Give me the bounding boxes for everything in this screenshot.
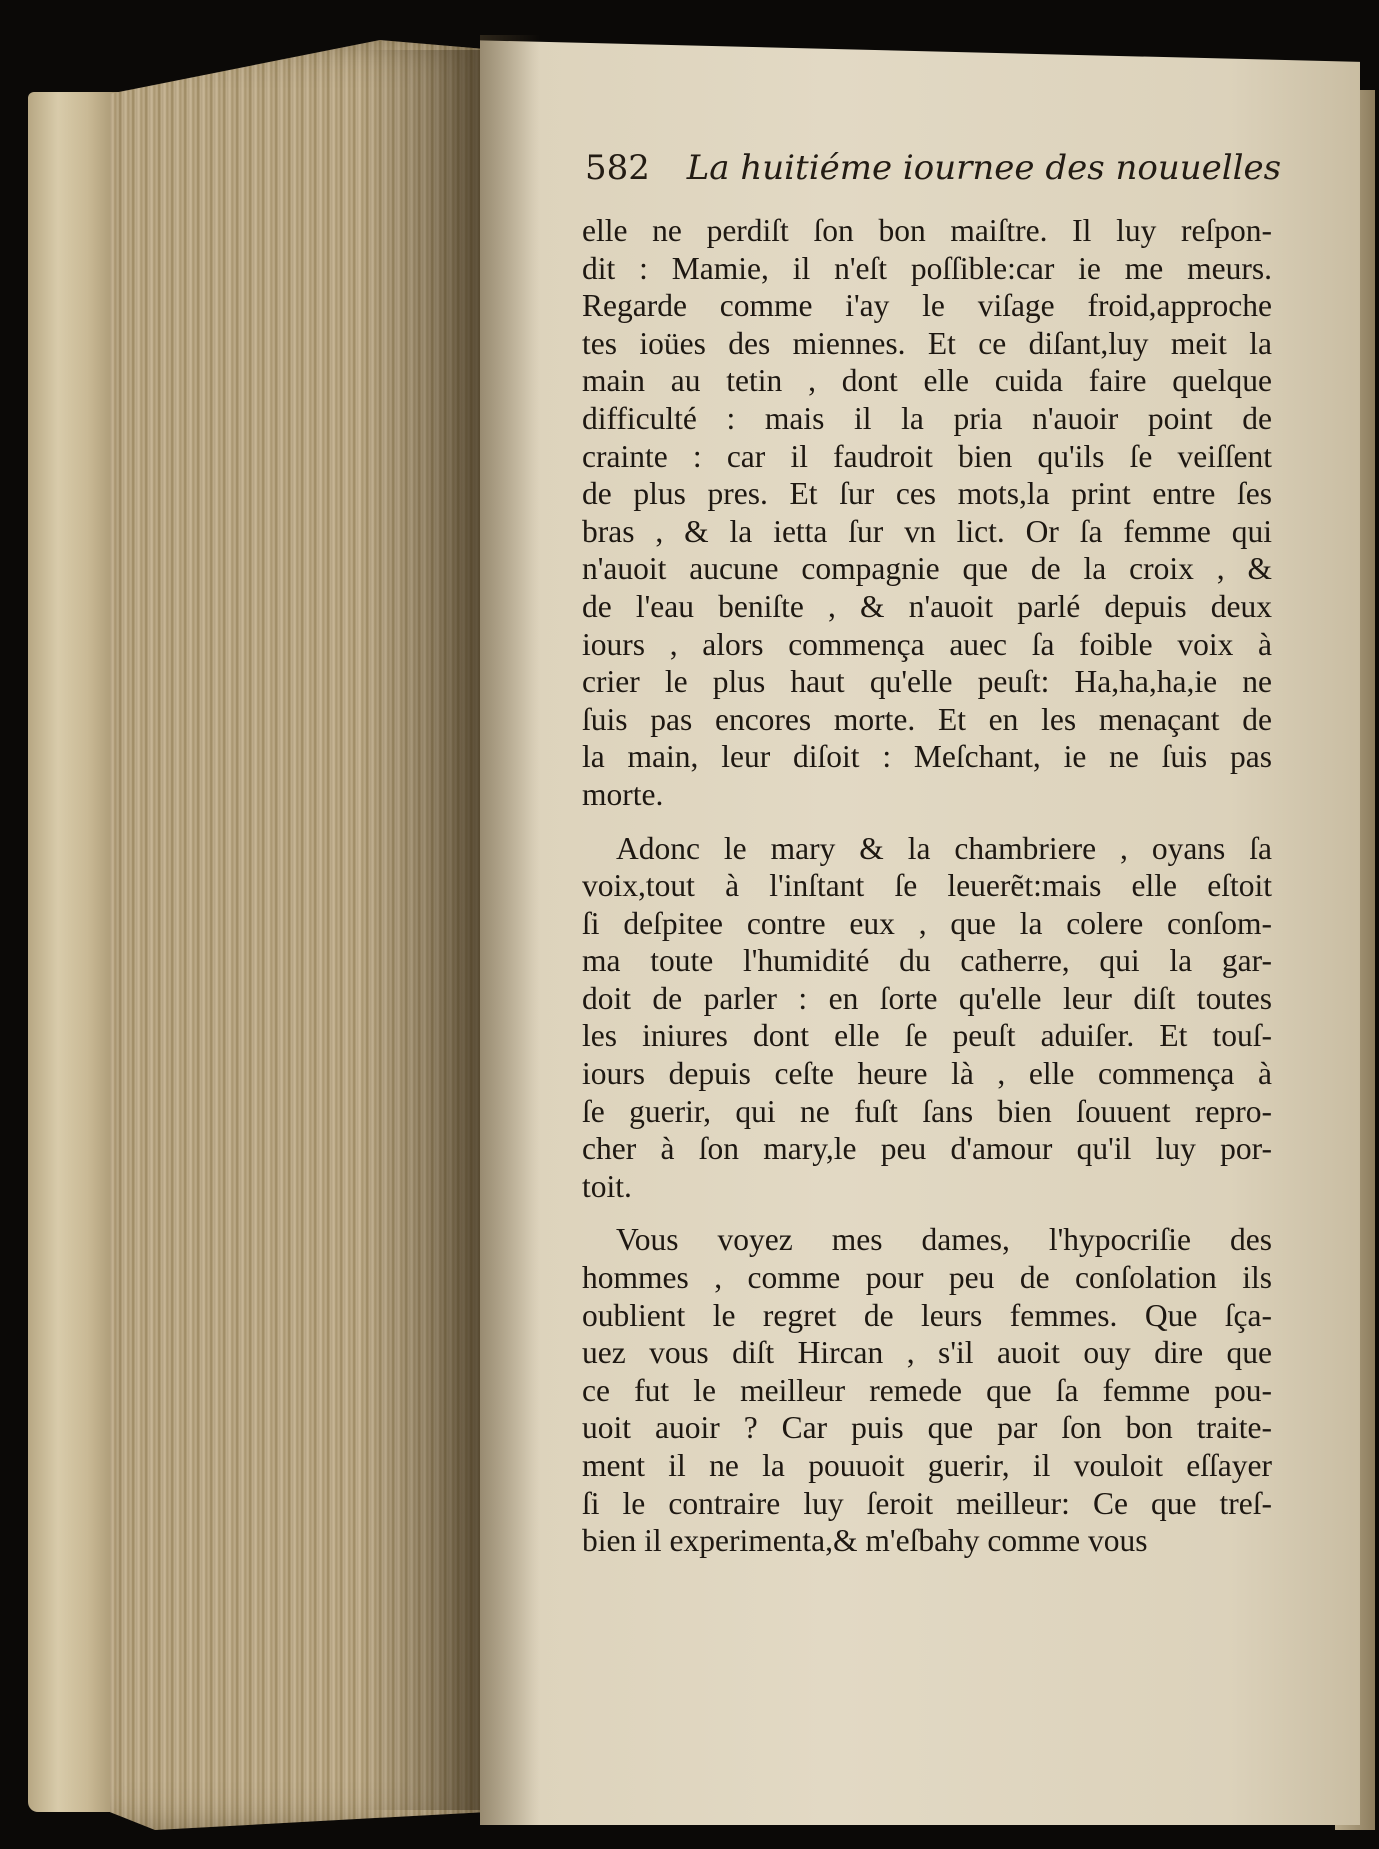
text-line: les iniures dont elle ſe peuſt aduiſer. Et touſ- [582, 1018, 1272, 1054]
text-line: elle ne perdiſt ſon bon maiſtre. Il luy reſpon- [582, 213, 1272, 248]
text-line: toit. [582, 1168, 632, 1204]
paragraph-gap [582, 1205, 1272, 1221]
text-line: de plus pres. Et ſur ces mots,la print entre ſes [582, 476, 1272, 512]
text-line: cher à ſon mary,le peu d'amour qu'il luy por- [582, 1131, 1272, 1167]
running-head [585, 148, 1282, 208]
text-line: difficulté : mais il la pria n'auoir point de [582, 400, 1272, 436]
text-line: la main, leur diſoit : Meſchant, ie ne ſuis pas [582, 739, 1272, 775]
text-line: oublient le regret de leurs femmes. Que ſça- [582, 1297, 1272, 1333]
text-line: hommes , comme pour peu de conſolation ils [582, 1260, 1272, 1296]
text-line: bras , & la ietta ſur vn lict. Or ſa femme qui [582, 513, 1272, 549]
text-line: uez vous diſt Hircan , s'il auoit ouy dire que [582, 1335, 1272, 1371]
text-line: crainte : car il faudroit bien qu'ils ſe veiſſent [582, 438, 1272, 474]
text-line: dit : Mamie, il n'eſt poſſible:car ie me meurs. [582, 250, 1272, 286]
text-line: de l'eau beniſte , & n'auoit parlé depuis deux [582, 588, 1272, 624]
text-line: doit de parler : en ſorte qu'elle leur diſt toutes [582, 980, 1272, 1016]
text-line: ce fut le meilleur remede que ſa femme pou- [582, 1372, 1272, 1408]
text-line: Adonc le mary & la chambriere , oyans ſa [616, 830, 1272, 866]
text-line: ſuis pas encores morte. Et en les menaçant de [582, 701, 1272, 737]
text-line: iours depuis ceſte heure là , elle commença à [582, 1056, 1272, 1092]
text-line: ſe guerir, qui ne fuſt ſans bien ſouuent repro- [582, 1093, 1272, 1129]
text-line: uoit auoir ? Car puis que par ſon bon traite- [582, 1410, 1272, 1446]
text-line: Vous voyez mes dames, l'hypocriſie des [616, 1222, 1272, 1258]
text-line: ſi deſpitee contre eux , que la colere conſom- [582, 905, 1272, 941]
paragraph [582, 830, 1272, 1206]
paragraph [582, 212, 1272, 814]
paragraph-gap [582, 814, 1272, 830]
text-line: main au tetin , dont elle cuida faire quelque [582, 363, 1272, 399]
body-text [582, 212, 1272, 1560]
text-line: ment il ne la pouuoit guerir, il vouloit eſſayer [582, 1448, 1272, 1483]
text-line: crier le plus haut qu'elle peuſt: Ha,ha,ha,ie ne [582, 664, 1272, 700]
text-line: tes ioües des miennes. Et ce diſant,luy meit la [582, 325, 1272, 361]
text-line: morte. [582, 776, 664, 812]
page-number: 582 [585, 148, 650, 188]
gutter-shadow [480, 35, 540, 1825]
text-line: n'auoit aucune compagnie que de la croix , & [582, 551, 1272, 587]
text-line: ma toute l'humidité du catherre, qui la gar- [582, 943, 1272, 979]
text-line: ſi le contraire luy ſeroit meilleur: Ce que treſ- [582, 1485, 1272, 1521]
text-line: bien il experimenta,& m'eſbahy comme vous [582, 1523, 1148, 1559]
running-title: La huitiéme iournee des nouuelles [686, 148, 1282, 188]
paragraph [582, 1221, 1272, 1559]
text-line: voix,tout à l'inſtant ſe leuerẽt:mais elle eſtoit [582, 868, 1272, 904]
text-line: iours , alors commença auec ſa foible voix à [582, 626, 1272, 662]
page-edges-shadow [360, 50, 485, 1810]
text-line: Regarde comme i'ay le viſage froid,approche [582, 288, 1272, 324]
